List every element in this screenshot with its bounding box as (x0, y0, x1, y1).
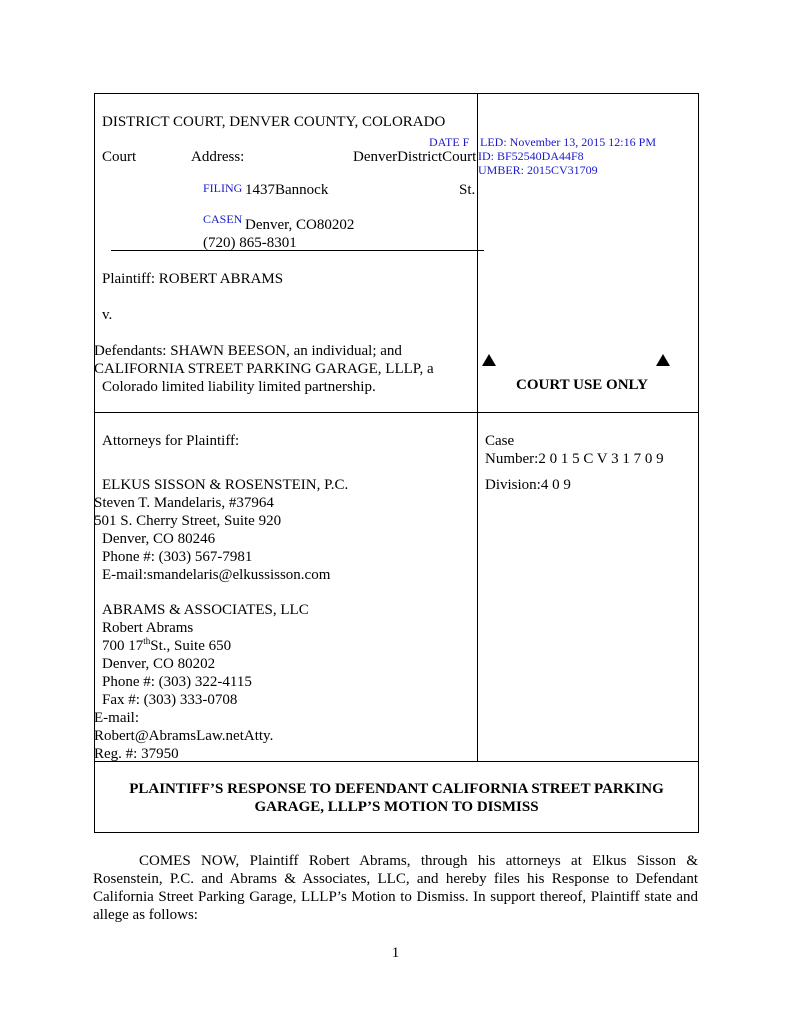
firm2-street (102, 637, 231, 655)
address-street: 1437Bannock (245, 182, 329, 198)
firm1-city: Denver, CO 80246 (102, 531, 216, 547)
address-underline (111, 250, 484, 251)
attorneys-heading: Attorneys for Plaintiff: (102, 433, 240, 449)
triangle-left-icon (482, 354, 496, 366)
address-st: St. (459, 182, 476, 198)
triangle-right-icon (656, 354, 670, 366)
address-court: DenverDistrictCourt (353, 149, 477, 165)
page-number: 1 (391, 945, 400, 961)
division: Division:4 0 9 (485, 477, 571, 493)
defendants-line-2: CALIFORNIA STREET PARKING GARAGE, LLLP, a (94, 361, 434, 377)
firm2-city: Denver, CO 80202 (102, 656, 216, 672)
firm1-email: E-mail:smandelaris@elkussisson.com (102, 567, 331, 583)
stamp-case-prefix: CASEN (203, 212, 243, 226)
case-label: Case (485, 433, 515, 449)
firm2-email-label: E-mail: (94, 710, 139, 726)
firm1-name: ELKUS SISSON & ROSENSTEIN, P.C. (102, 477, 349, 493)
firm1-street: 501 S. Cherry Street, Suite 920 (94, 513, 282, 529)
firm1-phone: Phone #: (303) 567-7981 (102, 549, 253, 565)
stamp-filing-prefix: FILING (203, 181, 243, 195)
defendants-line-3: Colorado limited liability limited partnership. (102, 379, 376, 395)
defendants-line-1: Defendants: SHAWN BEESON, an individual; and (94, 343, 402, 359)
firm2-phone: Phone #: (303) 322-4115 (102, 674, 252, 690)
firm2-street-number: 700 17 (102, 638, 144, 654)
stamp-filing-id: ID: BF52540DA44F8 (478, 149, 584, 163)
firm2-name: ABRAMS & ASSOCIATES, LLC (102, 602, 309, 618)
firm2-fax: Fax #: (303) 333-0708 (102, 692, 238, 708)
court-label: Court (102, 149, 137, 165)
address-city: Denver, CO80202 (245, 217, 355, 233)
document-title-line-1: PLAINTIFF’S RESPONSE TO DEFENDANT CALIFORNIA STREET PARKING (129, 781, 664, 797)
firm2-attorney: Robert Abrams (102, 620, 194, 636)
stamp-date: LED: November 13, 2015 12:16 PM (480, 135, 656, 149)
firm2-registration: Reg. #: 37950 (94, 746, 179, 762)
stamp-case-number: UMBER: 2015CV31709 (478, 163, 598, 177)
plaintiff-name: Plaintiff: ROBERT ABRAMS (102, 271, 284, 287)
title-row-divider (94, 761, 699, 762)
court-use-only-label: COURT USE ONLY (516, 377, 649, 393)
court-name: DISTRICT COURT, DENVER COUNTY, COLORADO (102, 114, 446, 130)
firm2-email: Robert@AbramsLaw.netAtty. (94, 728, 274, 744)
firm1-attorney: Steven T. Mandelaris, #37964 (94, 495, 274, 511)
document-title-line-2: GARAGE, LLLP’S MOTION TO DISMISS (254, 799, 539, 815)
court-phone: (720) 865-8301 (203, 235, 297, 251)
address-label: Address: (191, 149, 245, 165)
caption-divider-vertical (477, 93, 478, 761)
stamp-date-prefix: DATE F (429, 135, 470, 149)
firm2-street-rest: St., Suite 650 (150, 638, 232, 654)
case-number: Number:2 0 1 5 C V 3 1 7 0 9 (485, 451, 664, 467)
firm2-street-suffix: th (143, 636, 151, 646)
body-paragraph: COMES NOW, Plaintiff Robert Abrams, through his attorneys at Elkus Sisson & Rosenstein, P.C. and Abrams & Associates, LLC, and hereby files his Response to Defendant California Street Parking Garage, LLLP’s Motion to Dismiss. In support thereof, Plaintiff state and allege as follows: (93, 853, 698, 923)
caption-row-divider (94, 412, 699, 413)
versus: v. (102, 307, 113, 323)
